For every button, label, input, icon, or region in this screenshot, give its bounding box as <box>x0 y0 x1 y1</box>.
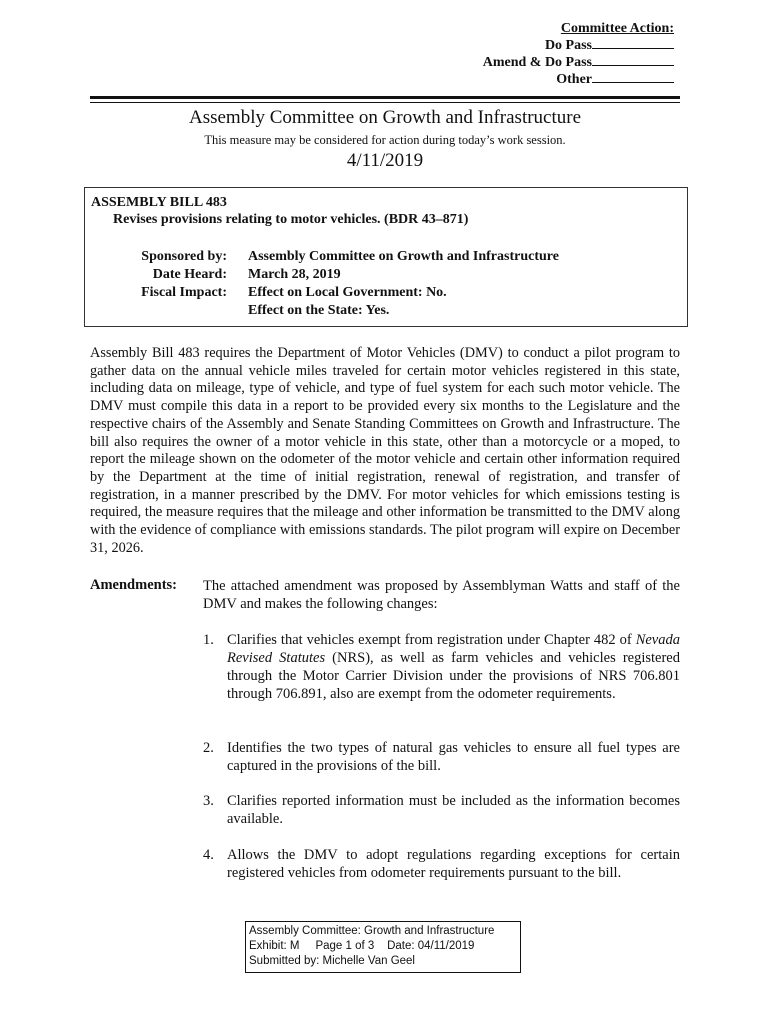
amendment-number: 1. <box>203 632 214 648</box>
amendment-number: 2. <box>203 740 214 756</box>
bill-description: Revises provisions relating to motor vehicles. (BDR 43–871) <box>113 212 469 227</box>
do-pass-line: Do Pass <box>483 37 674 54</box>
exhibit-submitted-by: Submitted by: Michelle Van Geel <box>249 955 415 967</box>
amendment-item <box>203 846 680 882</box>
header-rule-thick <box>90 96 680 99</box>
committee-action-heading: Committee Action: <box>560 21 674 36</box>
session-date: 4/11/2019 <box>346 150 424 171</box>
amendments-intro: The attached amendment was proposed by Assemblyman Watts and staff of the DMV and makes the following changes: <box>203 578 680 612</box>
fiscal-label: Fiscal Impact: <box>141 285 227 300</box>
amend-do-pass-line: Amend & Do Pass <box>483 54 674 71</box>
committee-action-block <box>483 20 674 88</box>
amendment-item <box>203 631 680 703</box>
exhibit-committee: Assembly Committee: Growth and Infrastructure <box>249 925 495 937</box>
heard-label: Date Heard: <box>152 267 227 282</box>
heard-value: March 28, 2019 <box>248 267 341 282</box>
amendment-item <box>203 792 680 828</box>
amendment-text: Clarifies that vehicles exempt from registration under Chapter 482 of Nevada Revised Statutes (NRS), as well as farm vehicles and vehicles registered through the Motor Carrier Division under the provisions of NRS 706.801 through 706.891, also are exempt from the odometer requirements. <box>227 632 680 702</box>
amendment-text: Identifies the two types of natural gas vehicles to ensure all fuel types are captured in the provisions of the bill. <box>227 740 680 774</box>
amendment-item <box>203 739 680 775</box>
amendment-number: 3. <box>203 793 214 809</box>
bill-info-box <box>84 187 688 327</box>
amendment-number: 4. <box>203 847 214 863</box>
other-line: Other <box>483 71 674 88</box>
bill-number: ASSEMBLY BILL 483 <box>91 195 227 210</box>
bill-summary: Assembly Bill 483 requires the Department of Motor Vehicles (DMV) to conduct a pilot program to gather data on the annual vehicle miles traveled for certain motor vehicles registered in this state, including data on mileage, type of vehicle, and type of fuel system for each such motor vehicle. The DMV must compile this data in a report to be provided every six months to the Legislature and the respective chairs of the Assembly and Senate Standing Committees on Growth and Infrastructure. The bill also requires the owner of a motor vehicle in this state, other than a motorcycle or a moped, to report the mileage shown on the odometer of the motor vehicle and certain other information required by the Department at the time of initial registration, renewal of registration, and transfer of registration, in a manner prescribed by the DMV. For motor vehicles for which emissions testing is required, the measure requires that the mileage and other information be transmitted to the DMV along with the evidence of compliance with emissions standards. The pilot program will expire on December 31, 2026. <box>90 345 680 556</box>
committee-title: Assembly Committee on Growth and Infrastructure <box>188 107 582 128</box>
amendment-text: Allows the DMV to adopt regulations regarding exceptions for certain registered vehicles from odometer requirements pursuant to the bill. <box>227 847 680 881</box>
fiscal-state: Effect on the State: Yes. <box>248 303 390 318</box>
work-session-note: This measure may be considered for action during today’s work session. <box>204 133 566 147</box>
amendment-text: Clarifies reported information must be included as the information becomes available. <box>227 793 680 827</box>
amendments-label: Amendments: <box>90 577 177 593</box>
exhibit-stamp <box>245 921 521 973</box>
header-rule-thin <box>90 102 680 103</box>
sponsored-value: Assembly Committee on Growth and Infrastructure <box>248 249 559 264</box>
exhibit-page-date: Exhibit: M Page 1 of 3 Date: 04/11/2019 <box>249 940 475 952</box>
sponsored-label: Sponsored by: <box>141 249 227 264</box>
fiscal-local: Effect on Local Government: No. <box>248 285 447 300</box>
